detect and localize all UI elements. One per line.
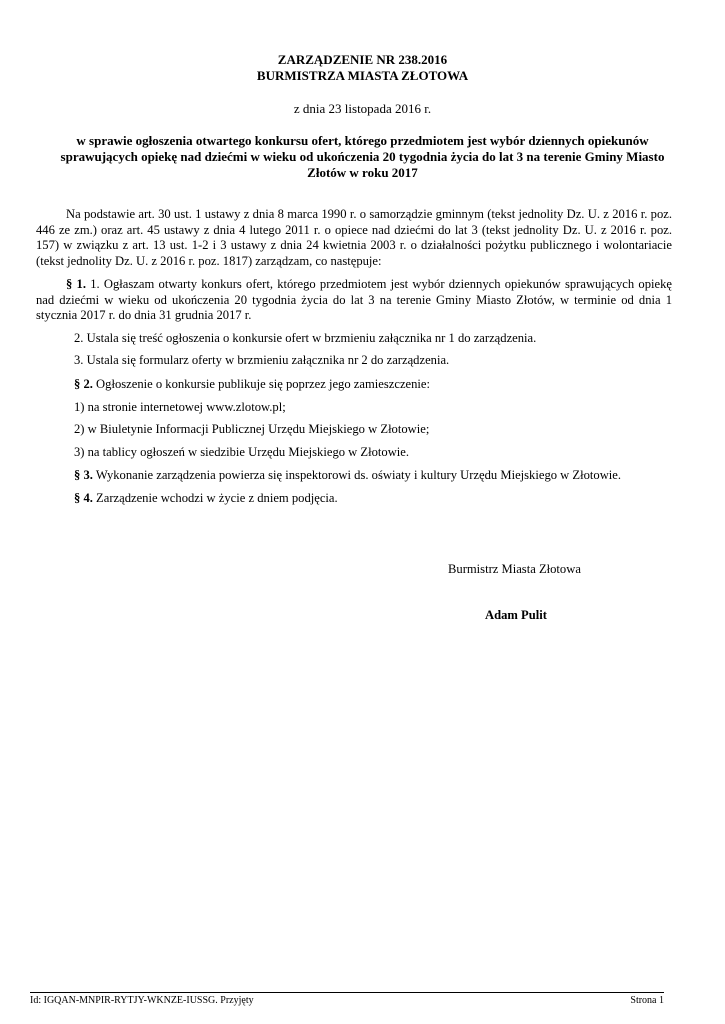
paragraph-2-text: Ogłoszenie o konkursie publikuje się poprzez jego zamieszczenie:	[96, 377, 431, 391]
document-subject: w sprawie ogłoszenia otwartego konkursu ofert, którego przedmiotem jest wybór dziennych opiekunów sprawujących opiekę nad dziećmi w wieku od ukończenia 20 tygodnia życia do lat 3 na terenie Gminy Miasto Złotów w roku 2017	[60, 133, 665, 180]
paragraph-3-text: Wykonanie zarządzenia powierza się inspektorowi ds. oświaty i kultury Urzędu Miejskiego w Złotowie.	[95, 468, 622, 482]
footer-page-number: Strona 1	[630, 995, 664, 1006]
paragraph-3-mark: § 3.	[74, 468, 93, 482]
paragraph-1	[36, 277, 672, 324]
paragraph-2-item-1: 1) na stronie internetowej www.zlotow.pl;	[74, 400, 286, 414]
title-line-2: BURMISTRZA MIASTA ZŁOTOWA	[256, 68, 469, 83]
paragraph-1-text: 1. Ogłaszam otwarty konkurs ofert, którego przedmiotem jest wybór dziennych opiekunów sprawujących opiekę nad dziećmi w wieku od ukończenia 20 tygodnia życia do lat 3 na terenie Gminy Miasto Złotów, w terminie od dnia 1 stycznia 2017 r. do dnia 31 grudnia 2017 r.	[36, 277, 673, 322]
paragraph-1-mark: § 1.	[66, 277, 86, 291]
paragraph-4-text: Zarządzenie wchodzi w życie z dniem podjęcia.	[96, 491, 338, 505]
paragraph-4-mark: § 4.	[74, 491, 93, 505]
footer-divider	[30, 992, 664, 993]
signature-office: Burmistrz Miasta Złotowa	[448, 562, 581, 576]
preamble: Na podstawie art. 30 ust. 1 ustawy z dnia 8 marca 1990 r. o samorządzie gminnym (tekst jednolity Dz. U. z 2016 r. poz. 446 ze zm.) oraz art. 45 ustawy z dnia 4 lutego 2011 r. o opiece nad dziećmi do lat 3 (tekst jednolity Dz. U. z 2016 r. poz. 157) w związku z art. 13 ust. 1-2 i 3 ustawy z dnia 24 kwietnia 2003 r. o działalności pożytku publicznego i wolontariacie (tekst jednolity Dz. U. z 2016 r. poz. 1817) zarządzam, co następuje:	[36, 207, 672, 268]
paragraph-1-item-3: 3. Ustala się formularz oferty w brzmieniu załącznika nr 2 do zarządzenia.	[74, 353, 450, 367]
paragraph-3	[74, 467, 621, 483]
paragraph-4	[74, 490, 338, 506]
paragraph-1-item-2: 2. Ustala się treść ogłoszenia o konkursie ofert w brzmieniu załącznika nr 1 do zarządzenia.	[74, 331, 537, 345]
footer-document-id: Id: IGQAN-MNPIR-RYTJY-WKNZE-IUSSG. Przyjęty	[30, 995, 254, 1006]
title-line-1: ZARZĄDZENIE NR 238.2016	[277, 52, 448, 67]
paragraph-2-item-2: 2) w Biuletynie Informacji Publicznej Urzędu Miejskiego w Złotowie;	[74, 422, 430, 436]
paragraph-2-mark: § 2.	[74, 377, 93, 391]
signature-name: Adam Pulit	[485, 608, 547, 622]
document-title	[0, 52, 725, 84]
paragraph-2-item-3: 3) na tablicy ogłoszeń w siedzibie Urzędu Miejskiego w Złotowie.	[74, 445, 410, 459]
document-date: z dnia 23 listopada 2016 r.	[293, 101, 432, 116]
paragraph-2	[74, 376, 430, 392]
